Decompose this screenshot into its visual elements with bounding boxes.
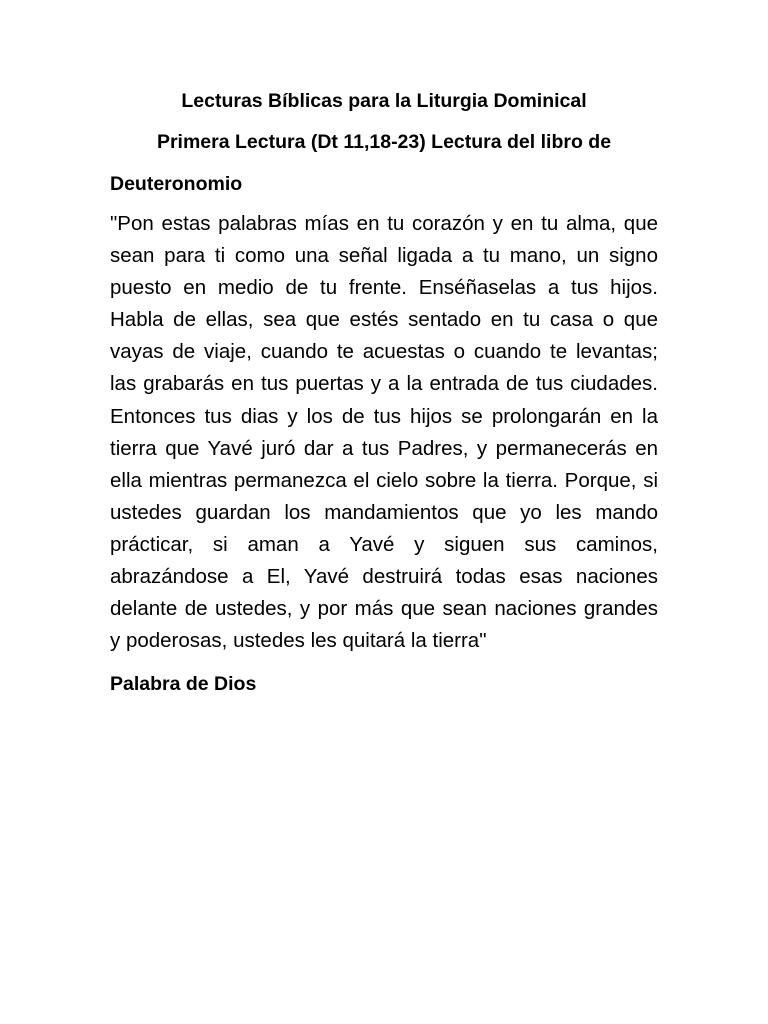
closing-acclamation: Palabra de Dios xyxy=(110,673,257,696)
reading-text: "Pon estas palabras mías en tu corazón y en tu alma, que sean para ti como una señal ligada a tu mano, un signo puesto en medio de tu frente. Enséñaselas a tus hijos. Habla de ellas, sea que estés sentado en tu casa o que vayas de viaje, cuando te acuestas o cuando te levantas; las grabarás en tus puertas y a la entrada de tus ciudades. Entonces tus dias y los de tus hijos se prolongarán en la tierra que Yavé juró dar a tus Padres, y permanecerás en ella mientras permanezca el cielo sobre la tierra. Porque, si ustedes guardan los mandamientos que yo les mando prácticar, si aman a Yavé y siguen sus caminos, abrazándose a El, Yavé destruirá todas esas naciones delante de ustedes, y por más que sean naciones grandes y poderosas, ustedes les quitará la tierra" xyxy=(110,212,658,653)
reading-reference: Primera Lectura (Dt 11,18-23) Lectura del libro de xyxy=(156,131,612,153)
document-title: Lecturas Bíblicas para la Liturgia Dominical xyxy=(181,90,587,112)
document-page xyxy=(110,86,658,699)
book-name: Deuteronomio xyxy=(110,173,243,195)
